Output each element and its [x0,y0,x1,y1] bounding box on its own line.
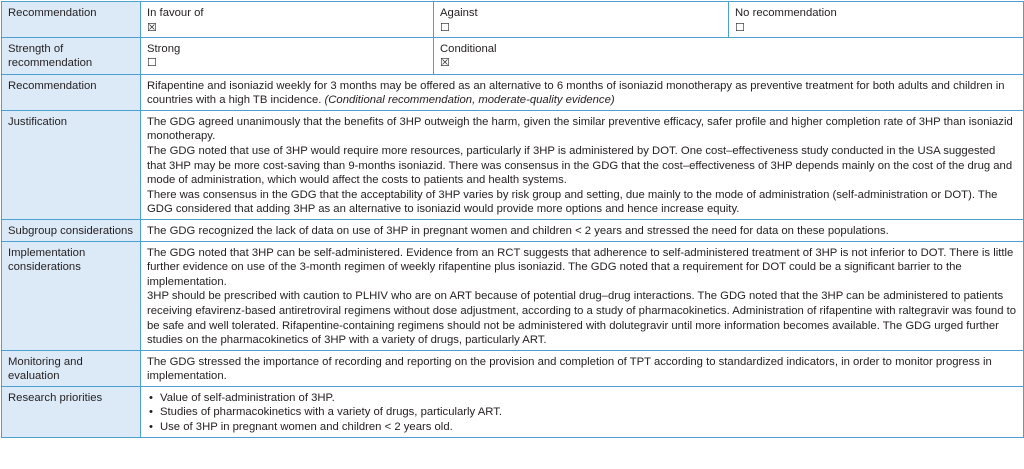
option-strong [141,37,434,74]
table-row-subgroup [2,219,1024,241]
paragraph: The GDG agreed unanimously that the benefits of 3HP outweigh the harm, given the similar preventive efficacy, safer profile and higher completion rate of 3HP than isoniazid monotherapy. [147,115,1013,143]
table-row-monitoring [2,350,1024,386]
row-label: Strength of recommendation [2,37,141,74]
row-label: Justification [2,110,141,219]
subgroup-text: The GDG recognized the lack of data on use of 3HP in pregnant women and children < 2 years and stressed the need for data on these populations. [141,219,1024,241]
table-row-research [2,386,1024,437]
paragraph: 3HP should be prescribed with caution to PLHIV who are on ART because of potential drug–drug interactions. The GDG noted that the 3HP can be administered to patients receiving efavirenz-based antiretroviral regimens without dose adjustment, according to a study of pharmacokinetics. Administration of rifapentine with raltegravir was found to be safe and well tolerated. Rifapentine-containing regimens should not be administered with dolutegravir until more information becomes available. The GDG urged further studies on the pharmacokinetics of 3HP with a variety of drugs, particularly ART. [147,290,1017,347]
checked-box-icon: ☒ [440,57,450,70]
option-against [434,2,729,38]
paragraph: There was consensus in the GDG that the acceptability of 3HP varies by risk group and setting, due mainly to the mode of administration (self-administration or DOT). The GDG considered that adding 3HP as an alternative to isoniazid would provide more options and hence increase equity. [147,188,998,216]
checked-box-icon: ☒ [147,21,157,34]
unchecked-box-icon: ☐ [147,57,157,70]
option-label: Against [440,7,478,19]
option-label: Conditional [440,42,497,55]
table-row-justification [2,110,1024,219]
unchecked-box-icon: ☐ [440,21,450,34]
table-row-recommendation-text [2,74,1024,110]
row-label: Recommendation [2,74,141,110]
option-label: In favour of [147,7,204,19]
row-label: Monitoring and evaluation [2,350,141,386]
list-item: • Studies of pharmacokinetics with a variety of drugs, particularly ART. [147,405,1017,420]
list-item: • Value of self-administration of 3HP. [147,391,1017,406]
research-list-cell [141,386,1024,437]
row-label: Subgroup considerations [2,219,141,241]
recommendation-table [1,1,1024,438]
row-label: Research priorities [2,386,141,437]
justification-text [141,110,1024,219]
option-conditional [434,37,1024,74]
table-row-implementation [2,241,1024,350]
recommendation-text [141,74,1024,110]
option-no-recommendation [729,2,1024,38]
paragraph: The GDG noted that 3HP can be self-administered. Evidence from an RCT suggests that adherence to self-administered treatment of 3HP is not inferior to DOT. There is little further evidence on use of the 3-month regimen of weekly rifapentine plus isoniazid. The GDG noted that a requirement for DOT could be a significant barrier to the implementation. [147,246,1014,288]
research-list [147,391,1017,435]
recommendation-body: Rifapentine and isoniazid weekly for 3 months may be offered as an alternative to 6 months of isoniazid monotherapy as preventive treatment for both adults and children in countries with a high TB incidence. [147,79,1005,107]
option-in-favour [141,2,434,38]
option-label: No recommendation [735,7,837,19]
option-label: Strong [147,42,181,55]
row-label: Recommendation [2,2,141,38]
unchecked-box-icon: ☐ [735,21,745,34]
evidence-grade: (Conditional recommendation, moderate-quality evidence) [324,94,615,107]
implementation-text [141,241,1024,350]
list-item: • Use of 3HP in pregnant women and children < 2 years old. [147,420,1017,435]
table-row-recommendation-direction [2,2,1024,38]
monitoring-text: The GDG stressed the importance of recording and reporting on the provision and completion of TPT according to standardized indicators, in order to monitor progress in implementation. [141,350,1024,386]
row-label: Implementation considerations [2,241,141,350]
table-row-strength [2,37,1024,74]
paragraph: The GDG noted that use of 3HP would require more resources, particularly if 3HP is administered by DOT. One cost–effectiveness study conducted in the USA suggested that 3HP may be more cost-saving than 9-months isoniazid. There was consensus in the GDG that the cost–effectiveness of 3HP depends mainly on the cost of the drug and mode of administration, which would affect the costs to patients and health systems. [147,144,1013,187]
